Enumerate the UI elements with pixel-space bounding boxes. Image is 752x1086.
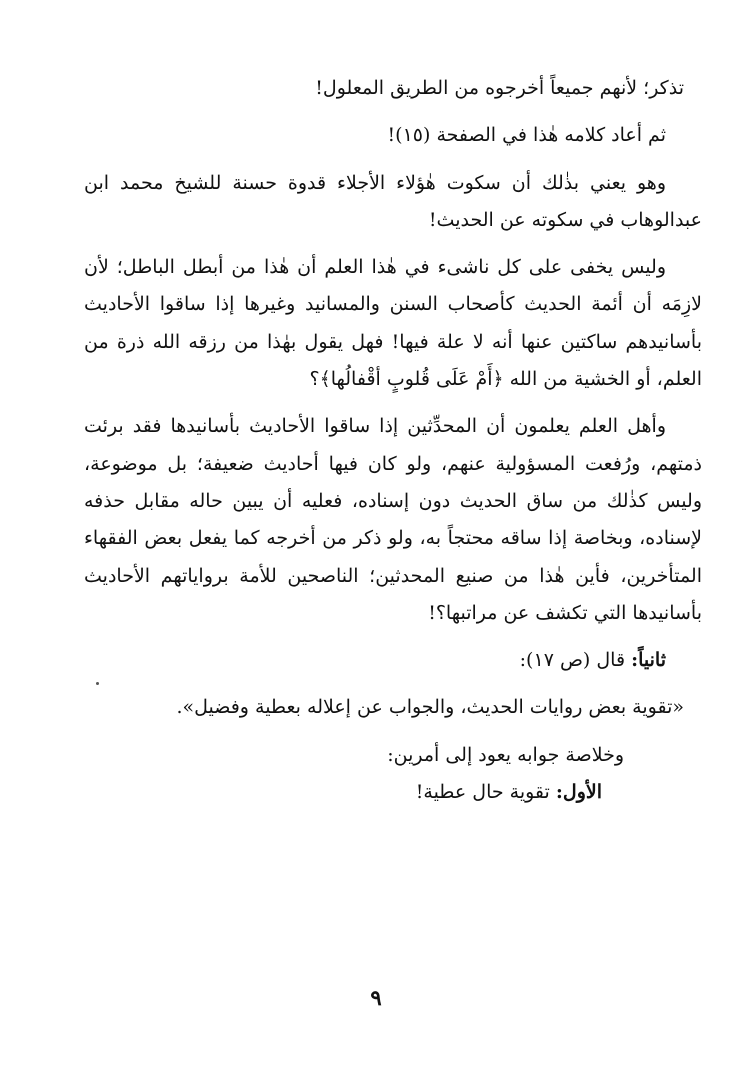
section-two-line [84, 642, 702, 679]
paragraph-1: تذكر؛ لأنهم جميعاً أخرجوه من الطريق المعلول! [315, 77, 684, 99]
quote: «تقوية بعض روايات الحديث، والجواب عن إعلاله بعطية وفضيل». [176, 696, 684, 719]
page-number: ٩ [370, 985, 382, 1010]
paragraph-4: وليس يخفى على كل ناشىء في هٰذا العلم أن هٰذا من أبطل الباطل؛ لأن لازِمَه أن أئمة الحديث كأصحاب السنن والمسانيد وغيرها إذا ساقوا الأحاديث بأسانيدهم ساكتين عنها أنه لا علة فيها! فهل يقول بهٰذا من رزقه الله ذرة من العلم، أو الخشية من الله ﴿أَمْ عَلَى قُلوبٍ أقْفالُها﴾؟ [84, 256, 702, 391]
section-two-text: قال (ص ١٧): [519, 649, 626, 672]
section-two-label: ثانياً: [631, 649, 666, 672]
body-text [84, 70, 702, 811]
paragraph-5: وأهل العلم يعلمون أن المحدِّثين إذا ساقوا الأحاديث بأسانيدها فقد برئت ذمتهم، ورُفعت المسؤولية عنهم، ولو كان فيها أحاديث ضعيفة؛ بل موضوعة، وليس كذٰلك من ساق الحديث دون إسناده، فعليه أن يبين حاله مقابل حذفه لإسناده، وبخاصة إذا ساقه محتجاً به، ولو ذكر من أخرجه كما يفعل بعض الفقهاء المتأخرين، فأين هٰذا من صنيع المحدثين؛ الناصحين للأمة برواياتهم الأحاديث بأسانيدها التي تكشف عن مراتبها؟! [84, 415, 702, 624]
scan-speck [96, 682, 99, 685]
first-point-text: تقوية حال عطية! [415, 781, 550, 804]
summary: وخلاصة جوابه يعود إلى أمرين: [387, 743, 624, 766]
first-point-label: الأول: [555, 781, 602, 804]
first-point-line [84, 774, 702, 811]
paragraph-2: ثم أعاد كلامه هٰذا في الصفحة (١٥)! [387, 124, 666, 147]
paragraph-3: وهو يعني بذٰلك أن سكوت هٰؤلاء الأجلاء قدوة حسنة للشيخ محمد ابن عبدالوهاب في سكوته عن الحديث! [84, 171, 702, 231]
